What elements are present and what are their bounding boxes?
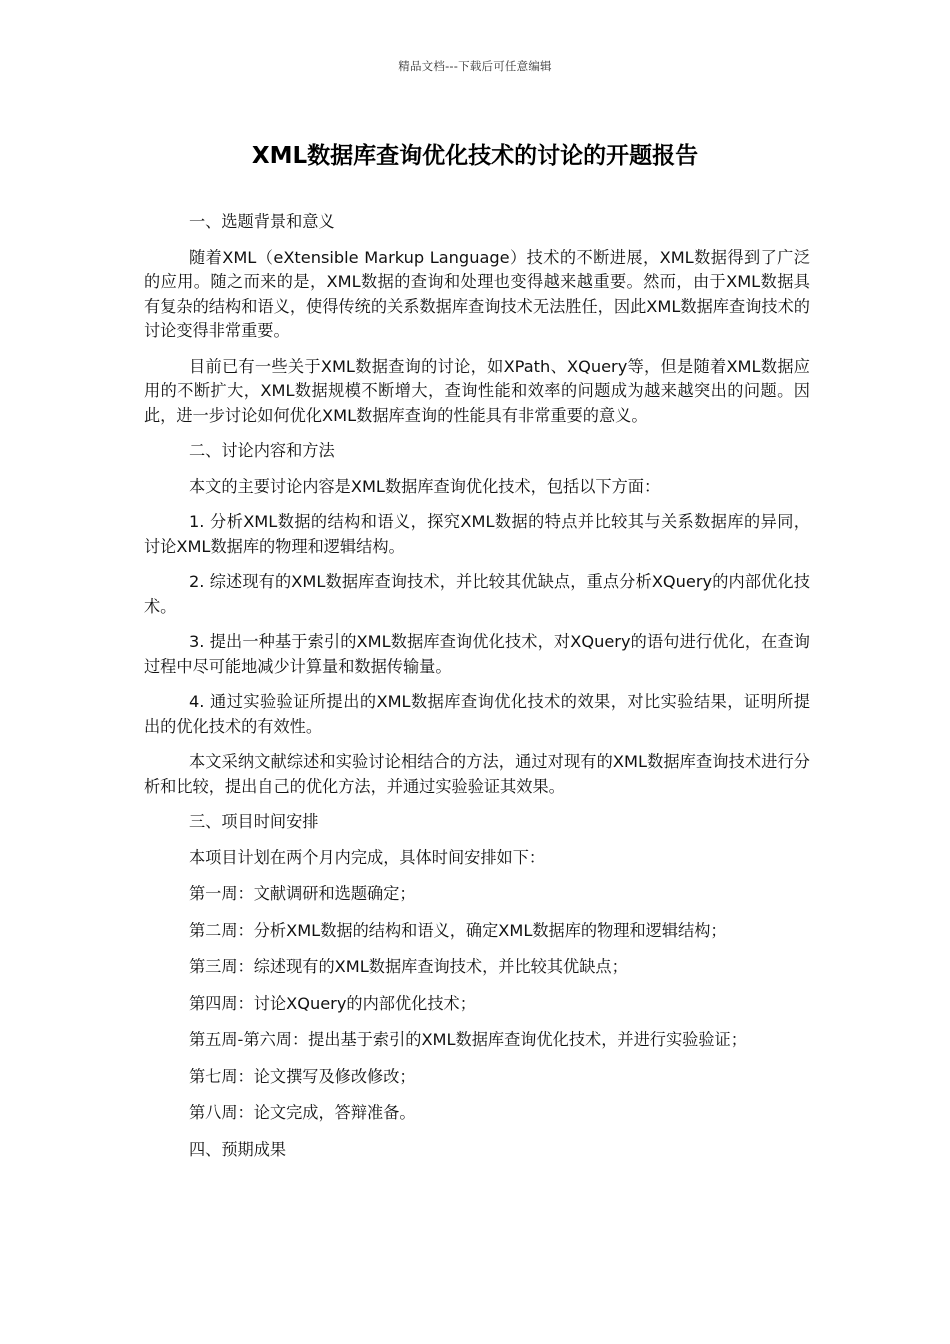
list-item: 1. 分析XML数据的结构和语义，探究XML数据的特点并比较其与关系数据库的异同，讨论XML数据库的物理和逻辑结构。 <box>144 512 810 556</box>
paragraph: 本项目计划在两个月内完成，具体时间安排如下： <box>189 847 546 867</box>
section-heading-schedule: 三、项目时间安排 <box>189 812 319 831</box>
list-item: 3. 提出一种基于索引的XML数据库查询优化技术，对XQuery的语句进行优化，在查询过程中尽可能地减少计算量和数据传输量。 <box>144 632 810 676</box>
list-item: 4. 通过实验验证所提出的XML数据库查询优化技术的效果，对比实验结果，证明所提出的优化技术的有效性。 <box>144 692 810 736</box>
schedule-item: 第一周：文献调研和选题确定； <box>189 884 416 903</box>
document-title: XML数据库查询优化技术的讨论的开题报告 <box>251 143 699 169</box>
paragraph: 本文的主要讨论内容是XML数据库查询优化技术，包括以下方面： <box>189 476 661 496</box>
schedule-item: 第二周：分析XML数据的结构和语义，确定XML数据库的物理和逻辑结构； <box>189 920 727 940</box>
list-item: 2. 综述现有的XML数据库查询技术，并比较其优缺点，重点分析XQuery的内部优化技术。 <box>144 572 810 616</box>
schedule-item: 第七周：论文撰写及修改修改； <box>189 1066 416 1086</box>
paragraph: 目前已有一些关于XML数据查询的讨论，如XPath、XQuery等，但是随着XML数据应用的不断扩大，XML数据规模不断增大，查询性能和效率的问题成为越来越突出的问题。因此，进一步讨论如何优化XML数据库查询的性能具有非常重要的意义。 <box>144 356 810 425</box>
page-header: 精品文档---下载后可任意编辑 <box>398 59 552 73</box>
section-heading-background: 一、选题背景和意义 <box>189 212 335 231</box>
section-heading-content-method: 二、讨论内容和方法 <box>189 441 335 460</box>
schedule-item: 第八周：论文完成，答辩准备。 <box>189 1103 416 1122</box>
document-body <box>144 210 810 1173</box>
schedule-item: 第五周-第六周：提出基于索引的XML数据库查询优化技术，并进行实验验证； <box>189 1030 747 1049</box>
schedule-item: 第四周：讨论XQuery的内部优化技术； <box>189 993 476 1013</box>
section-heading-expected: 四、预期成果 <box>189 1139 287 1159</box>
paragraph: 随着XML（eXtensible Markup Language）技术的不断进展，XML数据得到了广泛的应用。随之而来的是，XML数据的查询和处理也变得越来越重要。然而，由于XML数据具有复杂的结构和语义，使得传统的关系数据库查询技术无法胜任，因此XML数据库查询技术的讨论变得非常重要。 <box>144 247 810 340</box>
paragraph: 本文采纳文献综述和实验讨论相结合的方法，通过对现有的XML数据库查询技术进行分析和比较，提出自己的优化方法，并通过实验验证其效果。 <box>144 752 810 796</box>
schedule-item: 第三周：综述现有的XML数据库查询技术，并比较其优缺点； <box>189 957 628 976</box>
